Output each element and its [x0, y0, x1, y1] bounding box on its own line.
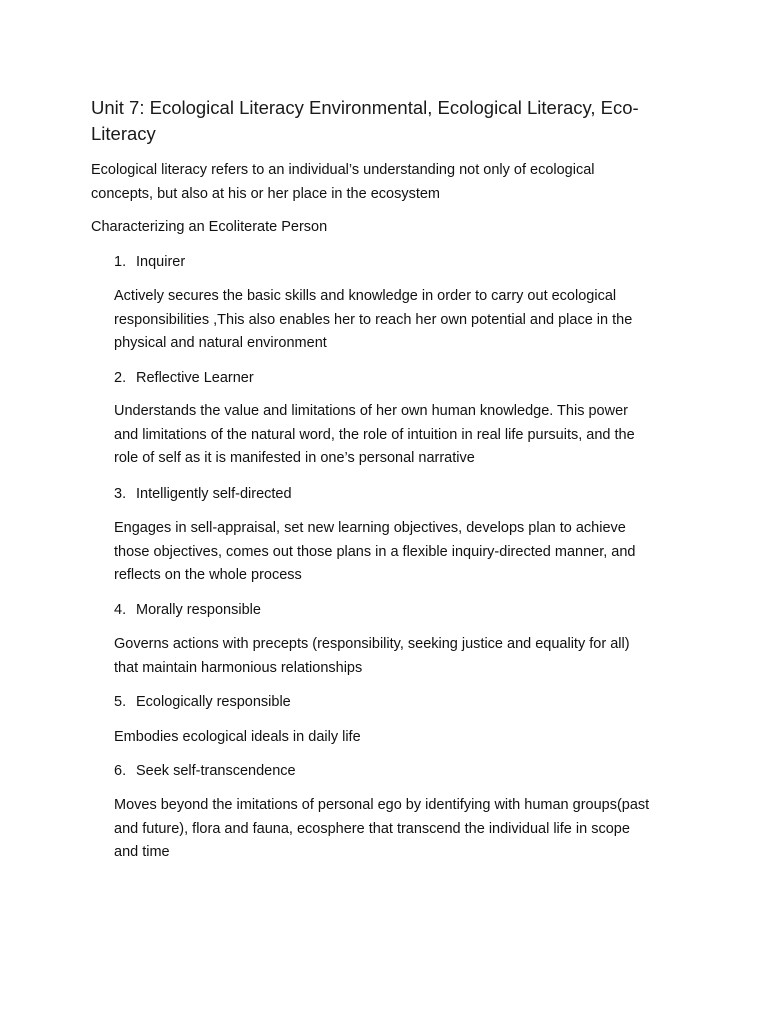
section-subheading: Characterizing an Ecoliterate Person — [91, 219, 328, 235]
list-item-number: 3. — [114, 486, 127, 502]
list-item-title: Intelligently self-directed — [136, 486, 292, 502]
list-item-title: Seek self-transcendence — [136, 763, 296, 779]
list-item-description: Embodies ecological ideals in daily life — [114, 729, 361, 745]
list-item-heading — [114, 599, 261, 622]
intro-paragraph: Ecological literacy refers to an individual’s understanding not only of ecological concepts, but also at his or her place in the ecosystem — [91, 162, 595, 202]
document-title: Unit 7: Ecological Literacy Environmental, Ecological Literacy, Eco-Literacy — [91, 97, 639, 144]
list-item-number: 6. — [114, 763, 127, 779]
list-item-number: 2. — [114, 370, 127, 386]
list-item-description: Understands the value and limitations of her own human knowledge. This power and limitations of the natural word, the role of intuition in real life pursuits, and the role of self as it is manifested in one’s personal narrative — [114, 403, 635, 466]
list-item-description: Actively secures the basic skills and knowledge in order to carry out ecological responsibilities ,This also enables her to reach her own potential and place in the physical and natural environment — [114, 288, 633, 351]
list-item-description: Engages in sell-appraisal, set new learning objectives, develops plan to achieve those objectives, comes out those plans in a flexible inquiry-directed manner, and reflects on the whole process — [114, 520, 636, 583]
list-item-title: Reflective Learner — [136, 370, 254, 386]
list-item-heading — [114, 691, 291, 714]
list-item-heading — [114, 367, 254, 390]
list-item-title: Inquirer — [136, 254, 186, 270]
list-item-number: 1. — [114, 254, 127, 270]
list-item-heading — [114, 483, 292, 506]
list-item-heading — [114, 251, 185, 274]
list-item-title: Morally responsible — [136, 602, 261, 618]
list-item-number: 5. — [114, 694, 127, 710]
list-item-heading — [114, 760, 296, 783]
list-item-description: Governs actions with precepts (responsibility, seeking justice and equality for all) that maintain harmonious relationships — [114, 636, 630, 676]
list-item-title: Ecologically responsible — [136, 694, 291, 710]
list-item-number: 4. — [114, 602, 127, 618]
list-item-description: Moves beyond the imitations of personal ego by identifying with human groups(past and future), flora and fauna, ecosphere that transcend the individual life in scope and time — [114, 797, 650, 860]
